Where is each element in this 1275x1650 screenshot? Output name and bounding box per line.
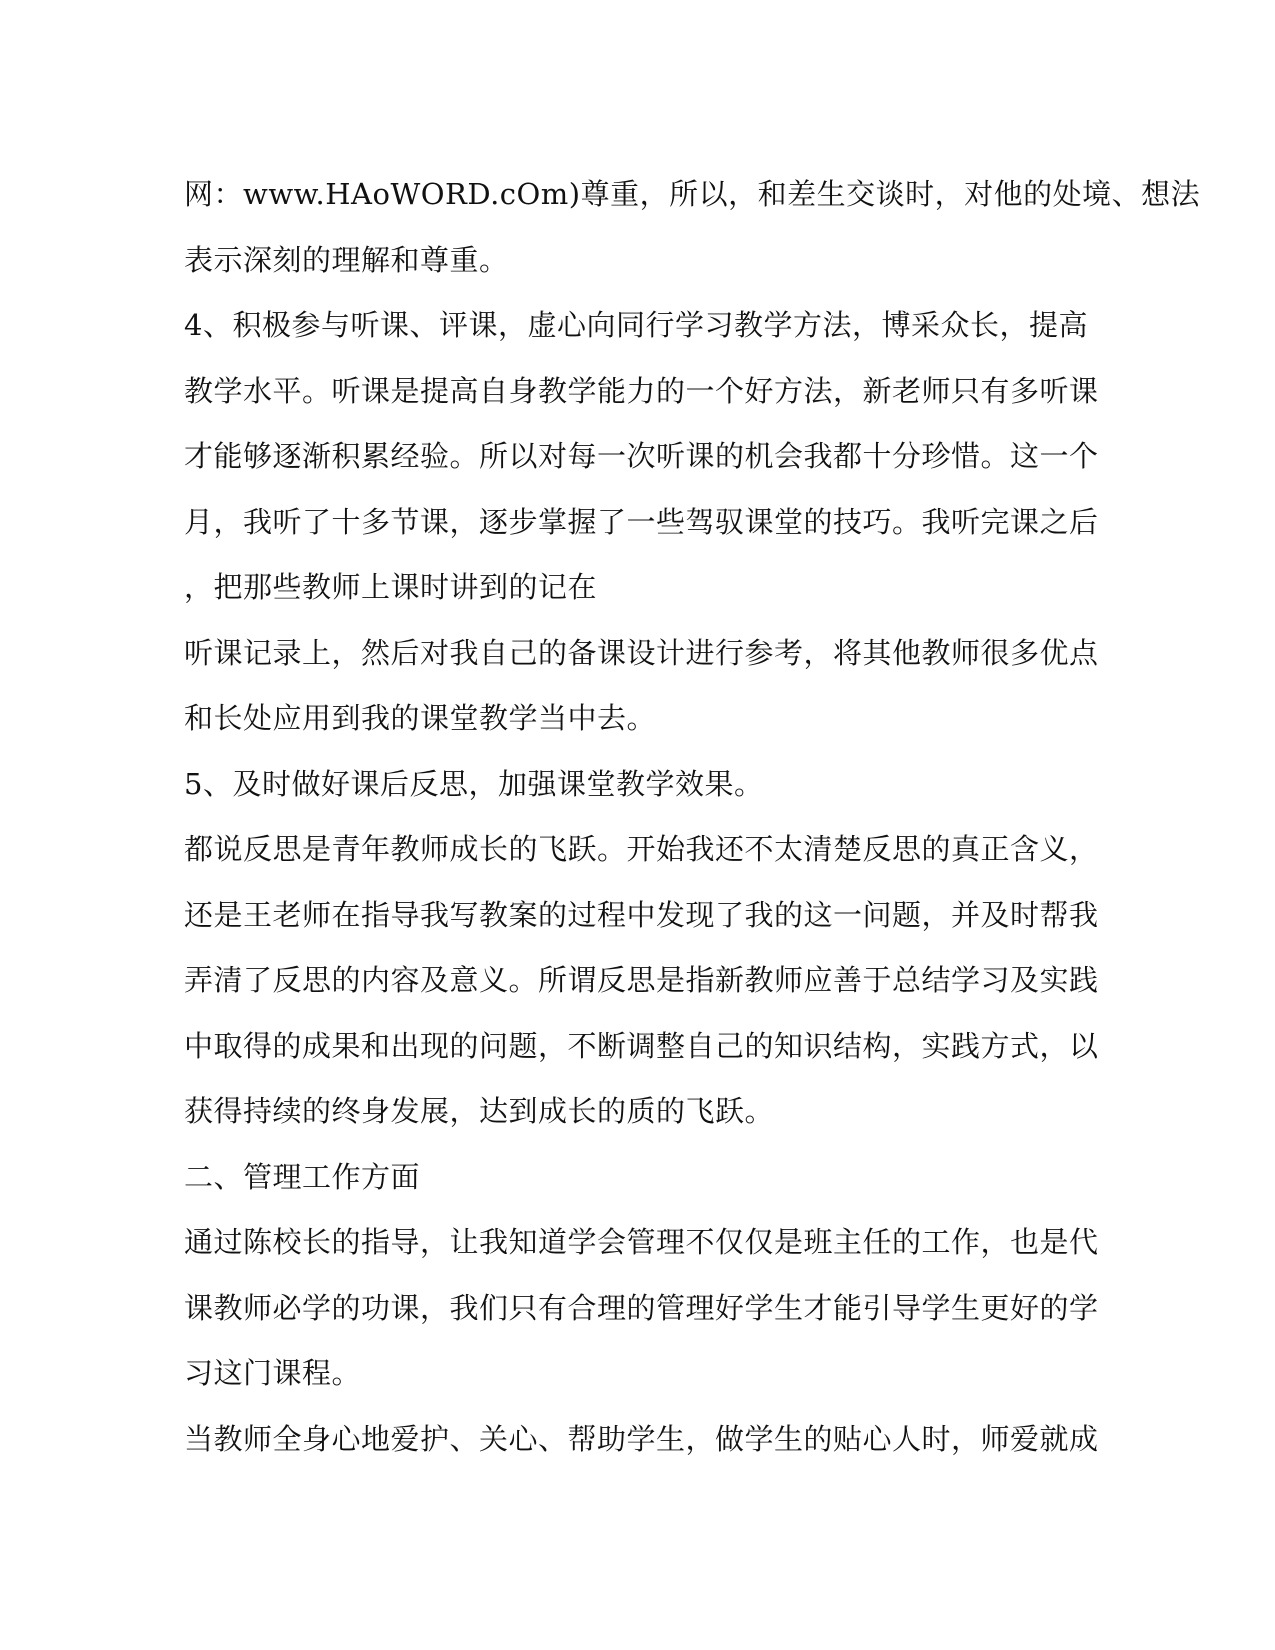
text-line: 获得持续的终身发展，达到成长的质的飞跃。 xyxy=(184,1094,775,1128)
text-line: 教学水平。听课是提高自身教学能力的一个好方法，新老师只有多听课 xyxy=(184,373,1099,408)
text-line: 弄清了反思的内容及意义。所谓反思是指新教师应善于总结学习及实践 xyxy=(184,963,1099,997)
text-line: 和长处应用到我的课堂教学当中去。 xyxy=(184,701,657,735)
text-line: 通过陈校长的指导，让我知道学会管理不仅仅是班主任的工作，也是代 xyxy=(184,1225,1099,1259)
text-line: 还是王老师在指导我写教案的过程中发现了我的这一问题，并及时帮我 xyxy=(184,897,1099,932)
section-heading: 二、管理工作方面 xyxy=(184,1159,421,1194)
text-line: 都说反思是青年教师成长的飞跃。开始我还不太清楚反思的真正含义， xyxy=(184,832,1099,866)
document-body xyxy=(184,162,1201,1472)
text-line: 5、及时做好课后反思，加强课堂教学效果。 xyxy=(184,766,764,801)
text-line: 表示深刻的理解和尊重。 xyxy=(184,242,509,277)
text-line: 网：www.HAoWORD.cOm)尊重，所以，和差生交谈时，对他的处境、想法 xyxy=(184,177,1201,211)
text-line: ，把那些教师上课时讲到的记在 xyxy=(184,570,598,604)
text-line: 习这门课程。 xyxy=(184,1356,362,1390)
text-line: 4、积极参与听课、评课，虚心向同行学习教学方法，博采众长，提高 xyxy=(184,308,1088,342)
text-line: 月，我听了十多节课，逐步掌握了一些驾驭课堂的技巧。我听完课之后 xyxy=(184,504,1099,539)
text-line: 中取得的成果和出现的问题，不断调整自己的知识结构，实践方式，以 xyxy=(184,1028,1099,1063)
text-line: 听课记录上，然后对我自己的备课设计进行参考，将其他教师很多优点 xyxy=(184,635,1099,670)
text-line: 当教师全身心地爱护、关心、帮助学生，做学生的贴心人时，师爱就成 xyxy=(184,1421,1099,1456)
text-line: 才能够逐渐积累经验。所以对每一次听课的机会我都十分珍惜。这一个 xyxy=(184,439,1099,473)
text-line: 课教师必学的功课，我们只有合理的管理好学生才能引导学生更好的学 xyxy=(184,1290,1099,1325)
